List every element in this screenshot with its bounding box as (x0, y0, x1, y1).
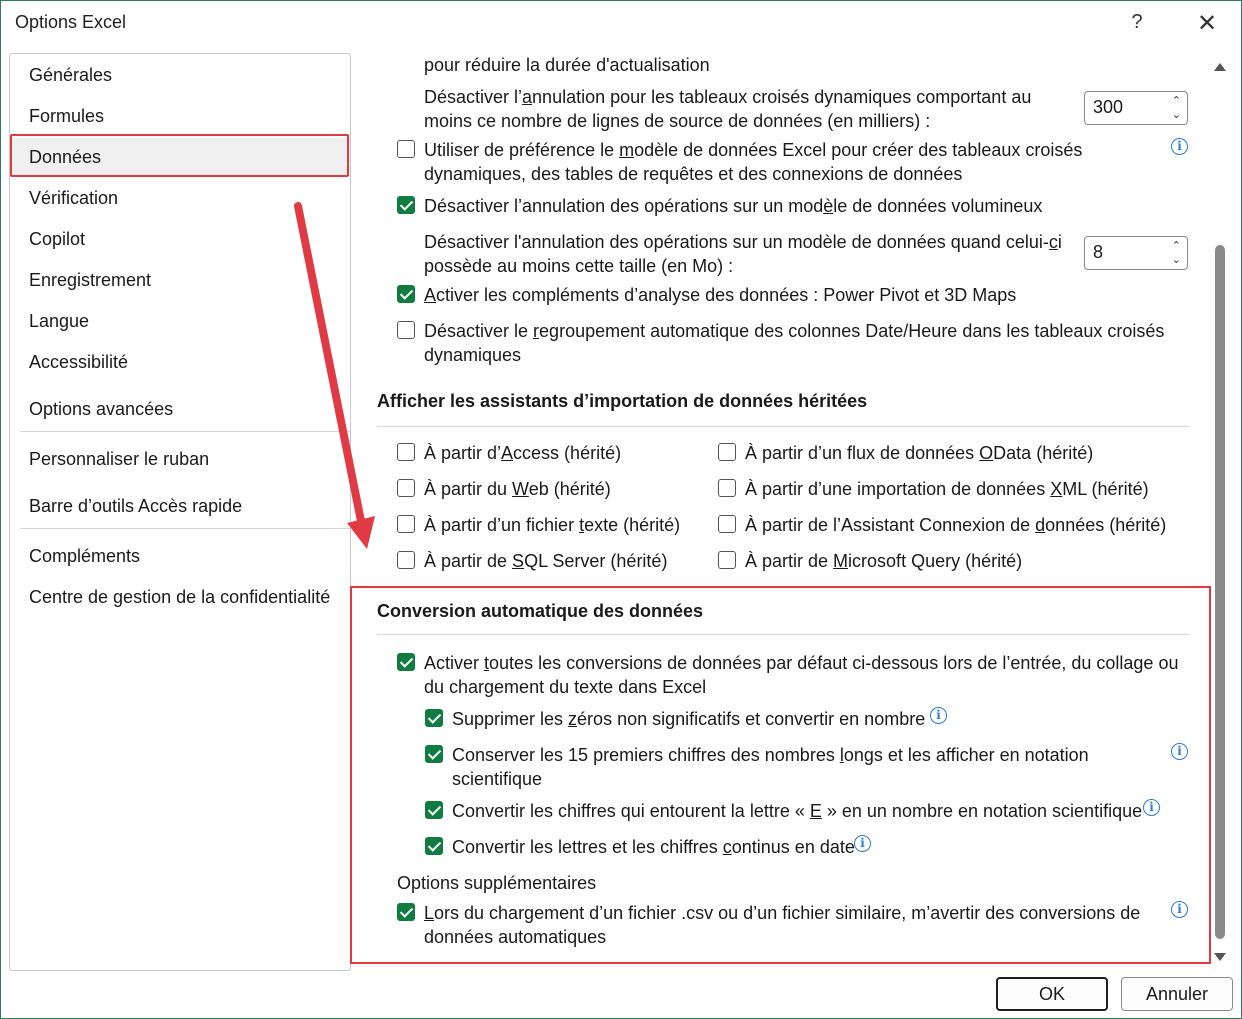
sidebar-item-label: Générales (29, 65, 113, 85)
sidebar-item-label: Barre d’outils Accès rapide (29, 496, 243, 516)
accelerator-key: c (1048, 232, 1058, 252)
chevron-up-icon[interactable]: ⌃ (1171, 240, 1181, 252)
accelerator-key: E (809, 801, 822, 821)
text-part: outes les conversions de données par défaut ci-dessous lors de l’entrée, du collage ou (489, 653, 1179, 673)
chevron-up-icon[interactable]: ⌃ (1171, 95, 1181, 107)
spinner-value: 300 (1093, 97, 1124, 117)
text-part: le de données volumineux (833, 196, 1043, 216)
highlight-box-auto-conversion (350, 586, 1211, 964)
accelerator-key: m (619, 140, 635, 160)
accelerator-key: O (979, 443, 994, 463)
legacy-text-checkbox[interactable] (397, 515, 415, 533)
legacy-ms-query-checkbox[interactable] (718, 551, 736, 569)
pivot-undo-label-line2: moins ce nombre de lignes de source de données (en milliers) : (424, 111, 931, 131)
text-part: éros non significatifs et convertir en nombre (577, 709, 926, 729)
accelerator-key: r (533, 321, 540, 341)
legacy-odata-checkbox[interactable] (718, 443, 736, 461)
accelerator-key: A (501, 443, 514, 463)
disable-date-grouping-checkbox[interactable] (397, 321, 415, 339)
text-part: ors du chargement d’un fichier .csv ou d’un fichier similaire, m’avertir des conversions de (434, 903, 1141, 923)
disable-undo-large-model-label (424, 194, 1042, 218)
legacy-text-label (424, 513, 680, 537)
text-part: egroupement automatique des colonnes Date/Heure dans les tableaux croisés (539, 321, 1165, 341)
csv-warn-label-line2: données automatiques (424, 927, 607, 947)
help-button[interactable]: ? (1131, 11, 1143, 33)
accelerator-key: è (823, 196, 834, 216)
undo-size-spinner[interactable] (1084, 236, 1188, 270)
enable-all-conversions-label-line2: du chargement du texte dans Excel (424, 677, 707, 697)
accelerator-key: t (484, 653, 490, 673)
prefer-data-model-checkbox[interactable] (397, 140, 415, 158)
keep-15-digits-label-line2: scientifique (452, 769, 543, 789)
text-part: eb (hérité) (528, 479, 611, 499)
text-part: À partir de (424, 551, 513, 571)
info-icon[interactable]: i (1143, 799, 1160, 816)
sidebar-item-label: Enregistrement (29, 270, 152, 290)
chevron-down-icon[interactable]: ⌄ (1171, 254, 1181, 266)
accelerator-key: L (424, 903, 435, 923)
undo-size-label-line1 (424, 230, 1062, 254)
legacy-xml-label (745, 477, 1149, 501)
chevron-down-icon[interactable]: ⌄ (1171, 109, 1181, 121)
close-button[interactable]: ✕ (1196, 10, 1218, 37)
info-icon[interactable]: i (1171, 138, 1188, 155)
text-part: À partir d’un fichier (424, 515, 580, 535)
text-part: À partir de l’Assistant Connexion de (745, 515, 1036, 535)
accelerator-key: t (579, 515, 585, 535)
legacy-access-checkbox[interactable] (397, 443, 415, 461)
extra-options-label: Options supplémentaires (397, 873, 597, 893)
section-divider (377, 426, 1189, 427)
legacy-web-label (424, 477, 611, 501)
scroll-up-icon[interactable] (1214, 63, 1226, 71)
info-icon[interactable]: i (854, 835, 871, 852)
accelerator-key: W (512, 479, 529, 499)
info-icon[interactable]: i (1171, 743, 1188, 760)
sidebar-item-label: Langue (29, 311, 90, 331)
disable-undo-large-model-checkbox[interactable] (397, 196, 415, 214)
accelerator-key: d (1035, 515, 1046, 535)
accelerator-key: l (839, 745, 844, 765)
sidebar-item-label: Personnaliser le ruban (29, 449, 210, 469)
text-part: À partir de (745, 551, 834, 571)
text-part: ontinus en date (731, 837, 855, 857)
accelerator-key: c (722, 837, 732, 857)
auto-conversion-heading: Conversion automatique des données (377, 601, 704, 621)
text-part: ccess (hérité) (513, 443, 622, 463)
spinner-value: 8 (1093, 242, 1104, 262)
scrollbar-thumb[interactable] (1215, 245, 1225, 939)
disable-date-grouping-label-line1 (424, 319, 1164, 343)
sidebar-item-label: Données (29, 147, 102, 167)
undo-size-label-line2: possède au moins cette taille (en Mo) : (424, 256, 734, 276)
text-part: Désactiver l’annulation des opérations sur un mod (424, 196, 824, 216)
cancel-button[interactable]: Annuler (1121, 977, 1233, 1011)
text-part: À partir du (424, 479, 513, 499)
ok-button[interactable]: OK (996, 977, 1108, 1011)
legacy-xml-checkbox[interactable] (718, 479, 736, 497)
sidebar-item-label: Vérification (29, 188, 119, 208)
text-part: À partir d’un flux de données (745, 443, 980, 463)
text-part: Conserver les 15 premiers chiffres des nombres (452, 745, 840, 765)
text-part: Utiliser de préférence le (424, 140, 620, 160)
text-part: odèle de données Excel pour créer des tableaux croisés (634, 140, 1083, 160)
text-part: ML (hérité) (1062, 479, 1149, 499)
text-part: onnées (hérité) (1045, 515, 1167, 535)
pivot-undo-label-line1 (424, 85, 1031, 109)
scroll-down-icon[interactable] (1214, 953, 1226, 961)
sidebar-item-label: Options avancées (29, 399, 174, 419)
text-part: Désactiver l’ (424, 87, 523, 107)
text-part: À partir d’une importation de données (745, 479, 1051, 499)
text-part: Désactiver le (424, 321, 534, 341)
text-part: Activer (424, 653, 485, 673)
legacy-odata-label (745, 441, 1093, 465)
legacy-sql-server-label (424, 549, 667, 573)
text-part: Désactiver l'annulation des opérations sur un modèle de données quand celui- (424, 232, 1049, 252)
pivot-undo-rows-spinner[interactable] (1084, 91, 1188, 125)
sidebar-item-label: Compléments (29, 546, 141, 566)
text-part: nnulation pour les tableaux croisés dynamiques comportant au (532, 87, 1032, 107)
sidebar-item-label: Accessibilité (29, 352, 129, 372)
text-part: À partir d’ (424, 443, 502, 463)
enable-addins-checkbox[interactable] (397, 285, 415, 303)
accelerator-key: S (512, 551, 525, 571)
text-part: Supprimer les (452, 709, 569, 729)
text-part: ctiver les compléments d’analyse des données : Power Pivot et 3D Maps (436, 285, 1017, 305)
legacy-connection-wizard-label (745, 513, 1166, 537)
text-part: exte (hérité) (584, 515, 681, 535)
text-part: » en un nombre en notation scientifique (821, 801, 1143, 821)
disable-date-grouping-label-line2: dynamiques (424, 345, 522, 365)
legacy-connection-wizard-checkbox[interactable] (718, 515, 736, 533)
window-title: Options Excel (15, 12, 127, 32)
text-part: Convertir les chiffres qui entourent la lettre « (452, 801, 810, 821)
text-part: icrosoft Query (hérité) (848, 551, 1023, 571)
info-icon[interactable]: i (930, 707, 947, 724)
legacy-web-checkbox[interactable] (397, 479, 415, 497)
accelerator-key: a (522, 87, 533, 107)
prefer-data-model-label-line2: dynamiques, des tables de requêtes et des connexions de données (424, 164, 963, 184)
pivot-refresh-text: pour réduire la durée d'actualisation (424, 55, 710, 75)
text-part: ongs et les afficher en notation (843, 745, 1089, 765)
text-part: QL Server (hérité) (524, 551, 668, 571)
accelerator-key: M (833, 551, 849, 571)
legacy-ms-query-label (745, 549, 1022, 573)
info-icon[interactable]: i (1171, 901, 1188, 918)
text-part: Convertir les lettres et les chiffres (452, 837, 723, 857)
legacy-wizards-heading: Afficher les assistants d’importation de données héritées (377, 391, 868, 411)
enable-addins-label (424, 283, 1016, 307)
accelerator-key: A (424, 285, 437, 305)
text-part: Data (hérité) (993, 443, 1094, 463)
legacy-sql-server-checkbox[interactable] (397, 551, 415, 569)
sidebar-item-label: Formules (29, 106, 105, 126)
legacy-access-label (424, 441, 621, 465)
sidebar-item-label: Copilot (29, 229, 86, 249)
accelerator-key: X (1050, 479, 1063, 499)
accelerator-key: z (568, 709, 578, 729)
sidebar-item-label: Centre de gestion de la confidentialité (29, 587, 331, 607)
text-part: i (1057, 232, 1062, 252)
prefer-data-model-label-line1 (424, 138, 1082, 162)
content-scrollbar[interactable] (1209, 53, 1231, 969)
